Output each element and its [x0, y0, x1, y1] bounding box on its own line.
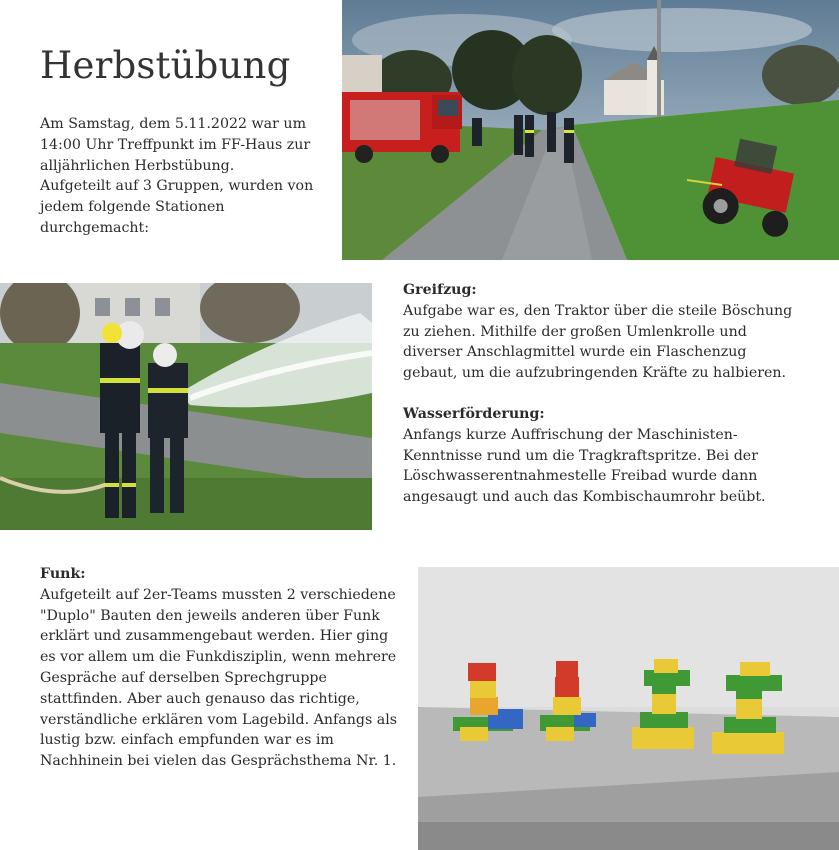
section-wasserfoerderung	[403, 404, 823, 508]
photo-tractor-slope	[342, 0, 839, 260]
section-heading: Greifzug:	[403, 282, 477, 298]
section-line: Aufgeteilt auf 2er-Teams mussten 2 verschiedene	[40, 586, 396, 603]
section-funk	[40, 564, 410, 772]
intro-line: durchgemacht:	[40, 219, 150, 236]
section-line: zu ziehen. Mithilfe der großen Umlenkrolle und	[403, 323, 747, 340]
section-line: Löschwasserentnahmestelle Freibad wurde dann	[403, 468, 758, 485]
section-line: es vor allem um die Funkdisziplin, wenn mehrere	[40, 649, 397, 666]
section-line: Gespräche auf derselben Sprechgruppe	[40, 669, 327, 686]
intro-line: Am Samstag, dem 5.11.2022 war um	[40, 116, 307, 132]
page-title: Herbstübung	[40, 44, 291, 87]
intro-line: jedem folgende Stationen	[40, 199, 225, 216]
photo-duplo-builds	[418, 567, 839, 850]
photo-water-spray	[0, 283, 372, 530]
section-line: "Duplo" Bauten den jeweils anderen über Funk	[40, 607, 380, 624]
section-line: verständliche erklären vom Lagebild. Anfangs als	[40, 711, 398, 728]
section-line: Kenntnisse rund um die Tragkraftspritze. Bei der	[403, 447, 758, 464]
intro-line: Aufgeteilt auf 3 Gruppen, wurden von	[40, 178, 314, 195]
intro-line: 14:00 Uhr Treffpunkt im FF-Haus zur	[40, 136, 311, 153]
intro-line: alljährlichen Herbstübung.	[40, 157, 235, 174]
section-line: Aufgabe war es, den Traktor über die steile Böschung	[403, 302, 793, 319]
section-line: gebaut, um die aufzubringenden Kräfte zu halbieren.	[403, 365, 787, 382]
section-line: Anfangs kurze Auffrischung der Maschinisten-	[403, 426, 738, 443]
section-greifzug	[403, 280, 823, 384]
section-line: lustig bzw. einfach empfunden war es im	[40, 732, 334, 749]
intro-text	[40, 114, 330, 239]
section-line: diverser Anschlagmittel wurde ein Flaschenzug	[403, 344, 747, 361]
section-line: stattfinden. Aber auch genauso das richtige,	[40, 690, 360, 707]
section-heading: Wasserförderung:	[403, 406, 545, 422]
section-line: angesaugt und auch das Kombischaumrohr beübt.	[403, 489, 766, 506]
section-heading: Funk:	[40, 566, 86, 582]
section-line: erklärt und zusammengebaut werden. Hier ging	[40, 628, 389, 645]
section-line: Nachhinein bei vielen das Gesprächsthema Nr. 1.	[40, 753, 397, 770]
